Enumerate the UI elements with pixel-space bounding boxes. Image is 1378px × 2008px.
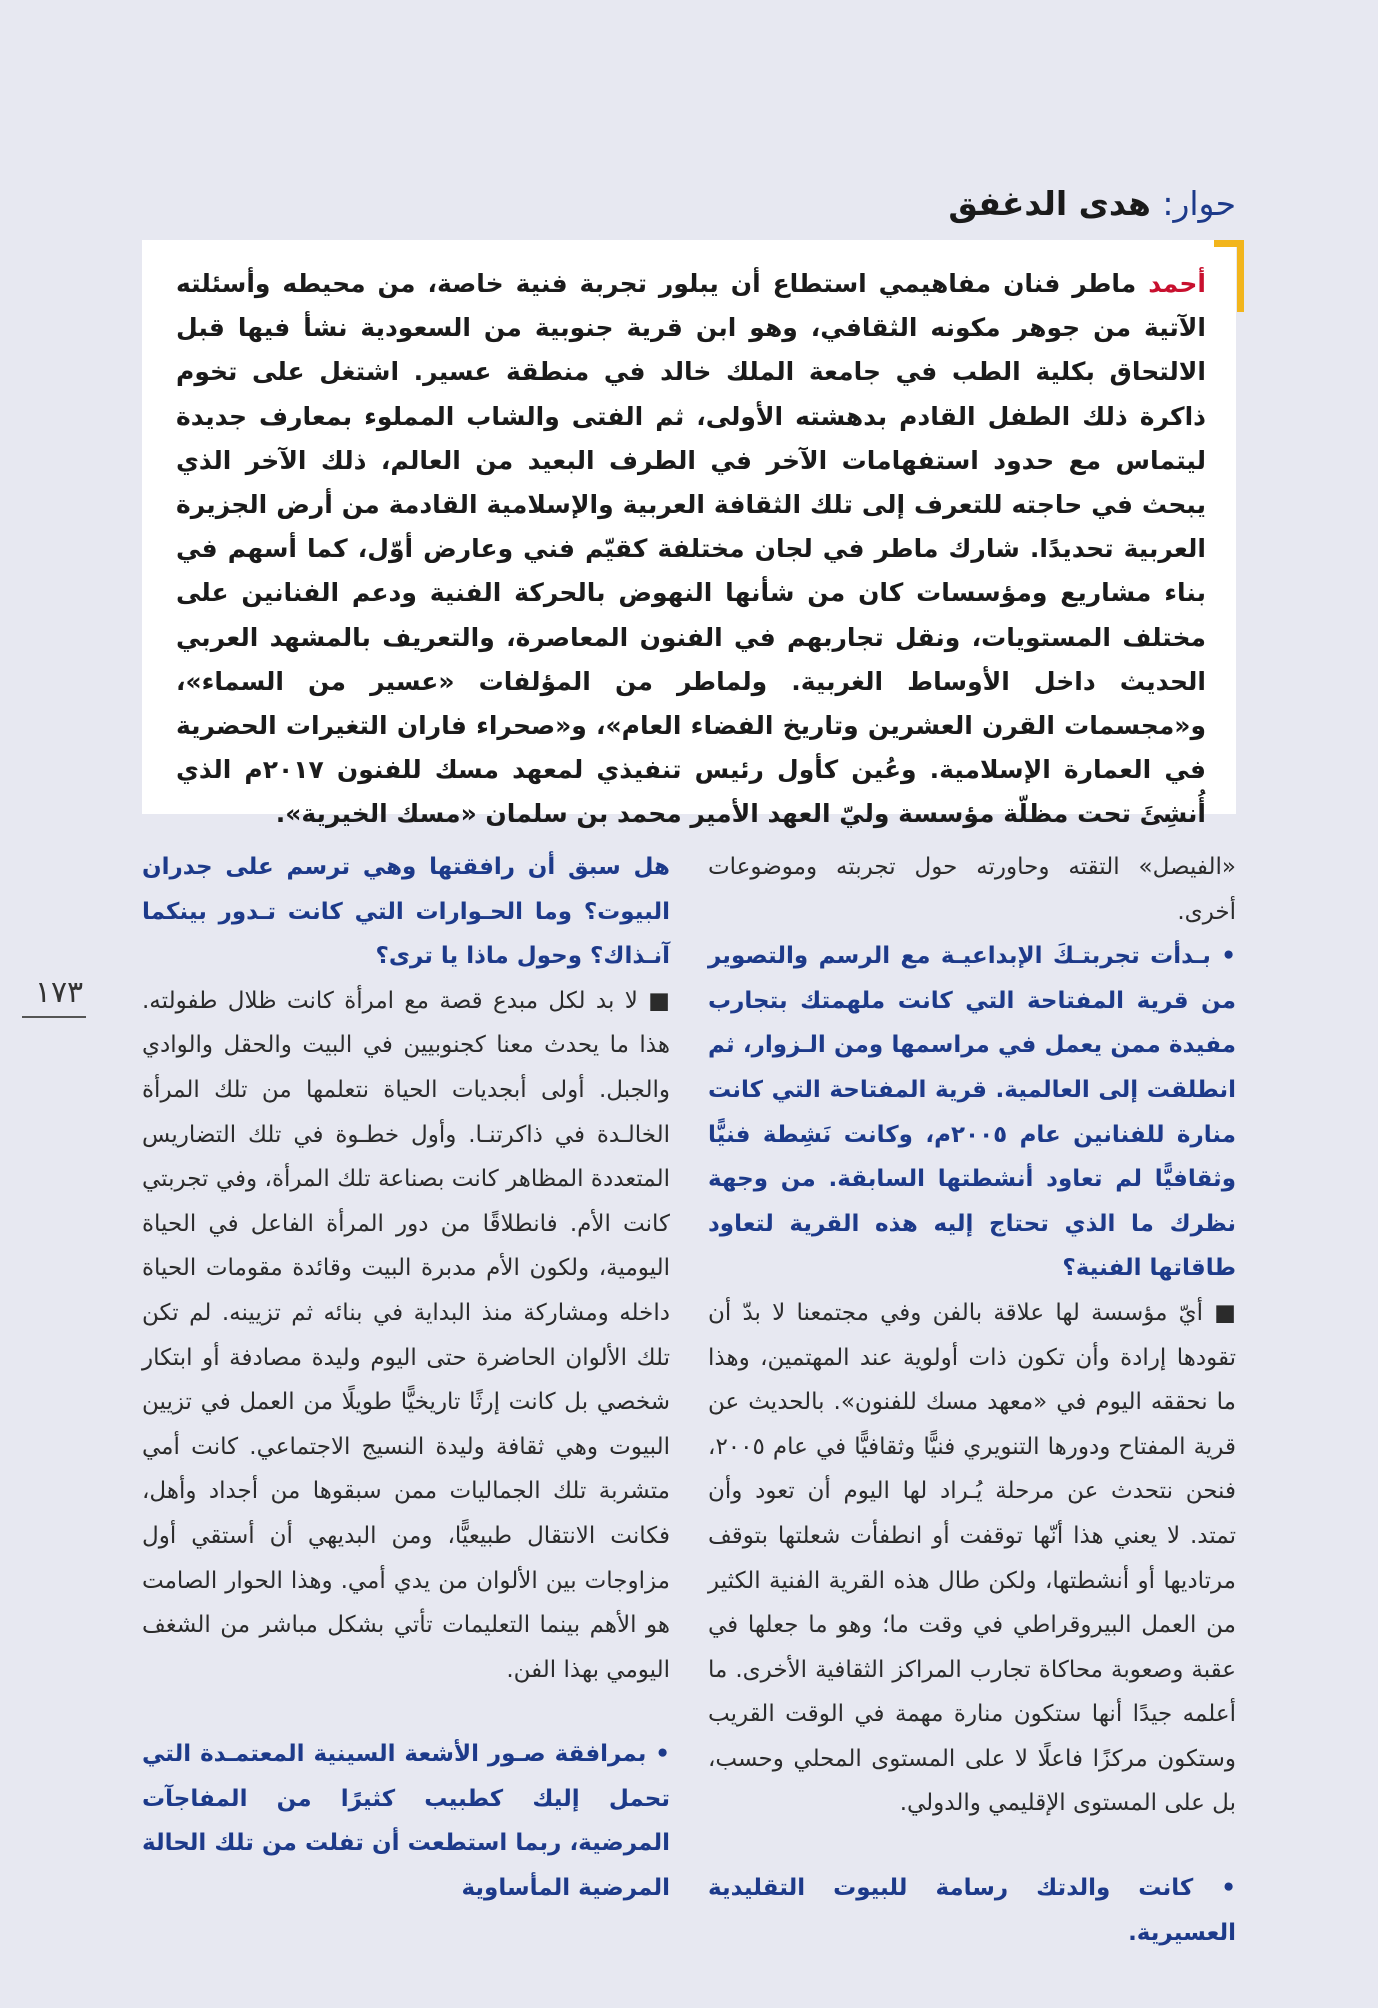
intro-line: «الفيصل» التقته وحاورته حول تجربته وموضوعات أخرى. [708,854,1236,925]
answer-2: ■ لا بد لكل مبدع قصة مع امرأة كانت ظلال طفولته. هذا ما يحدث معنا كجنوبيين في البيت والحقل والوادي والجبل. أولى أبجديات الحياة نتعلمها من تلك المرأة الخالـدة في ذاكرتنـا. وأول خطـوة في تلك التضاريس المتعددة المظاهر كانت بصناعة تلك المرأة، وفي تجربتي كانت الأم. فانطلاقًا من دور المرأة الفاعل في الحياة اليومية، ولكون الأم مدبرة البيت وقائدة مقومات الحياة داخله ومشاركة منذ البداية في بنائه ثم تزيينه. لم تكن تلك الألوان الحاضرة حتى اليوم وليدة مصادفة أو ابتكار شخصي بل كانت إرثًا تاريخيًّا طويلًا من العمل في تزيين البيوت وهي ثقافة وليدة النسيج الاجتماعي. كانت أمي متشربة تلك الجماليات ممن سبقوها من أجداد وأهل، فكانت الانتقال طبيعيًّا، ومن البديهي أن أستقي أول مزاوجات بين الألوان من يدي أمي. وهذا الحوار الصامت هو الأهم بينما التعليمات تأتي بشكل مباشر من الشغف اليومي بهذا الفن. [142,987,670,1683]
page-number-rule [22,1016,86,1018]
answer-1: ■ أيّ مؤسسة لها علاقة بالفن وفي مجتمعنا لا بدّ أن تقودها إرادة وأن تكون ذات أولوية عند المهتمين، وهذا ما نحققه اليوم في «معهد مسك للفنون». بالحديث عن قرية المفتاح ودورها التنويري فنيًّا وثقافيًّا في عام ٢٠٠٥، فنحن نتحدث عن مرحلة يُـراد لها اليوم أن تعود وأن تمتد. لا يعني هذا أنّها توقفت أو انطفأت شعلتها بتوقف مرتاديها أو أنشطتها، ولكن طال هذه القرية الفنية الكثير من العمل البيروقراطي في وقت ما؛ وهو ما جعلها في عقبة وصعوبة محاكاة تجارب المراكز الثقافية الأخرى. ما أعلمه جيدًا أنها ستكون منارة مهمة في الوقت القريب وستكون مركزًا فاعلًا لا على المستوى المحلي وحسب، بل على المستوى الإقليمي والدولي. [708,1299,1236,1817]
question-1: • بـدأت تجربتـكَ الإبداعيـة مع الرسم والتصوير من قرية المفتاحة التي كانت ملهمتك بتجارب مفيدة ممن يعمل في مراسمها ومن الـزوار، ثم انطلقت إلى العالمية. قرية المفتاحة التي كانت منارة للفنانين عام ٢٠٠٥م، وكانت نَشِطة فنيًّا وثقافيًّا لم تعاود أنشطتها السابقة. من وجهة نظرك ما الذي تحتاج إليه هذه القرية لتعاود طاقاتها الفنية؟ [708,943,1237,1282]
right-column [708,845,1236,1955]
author-name: هدى الدغفق [948,184,1151,223]
byline [948,180,1236,228]
spacer [142,1692,670,1732]
question-2-continued: هل سبق أن رافقتها وهي ترسم على جدران البيوت؟ وما الحـوارات التي كانت تـدور بينكما آنـذاك؟ وحول ماذا يا ترى؟ [142,854,670,970]
spacer [708,1826,1236,1866]
left-column [142,845,670,1911]
question-2-start: • كانت والدتك رسامة للبيوت التقليدية العسيرية. [708,1875,1236,1946]
intro-body: ماطر فنان مفاهيمي استطاع أن يبلور تجربة فنية خاصة، من محيطه وأسئلته الآتية من جوهر مكونه الثقافي، وهو ابن قرية جنوبية من السعودية نشأ فيها قبل الالتحاق بكلية الطب في جامعة الملك خالد في منطقة عسير. اشتغل على تخوم ذاكرة ذلك الطفل القادم بدهشته الأولى، ثم الفتى والشاب المملوء بمعارف جديدة ليتماس مع حدود استفهامات الآخر في الطرف البعيد من العالم، ذلك الآخر الذي يبحث في حاجته للتعرف إلى تلك الثقافة العربية والإسلامية القادمة من أرض الجزيرة العربية تحديدًا. شارك ماطر في لجان مختلفة كقيّم فني وعارض أوّل، كما أسهم في بناء مشاريع ومؤسسات كان من شأنها النهوض بالحركة الفنية ودعم الفنانين على مختلف المستويات، ونقل تجاربهم في الفنون المعاصرة، والتعريف بالمشهد العربي الحديث داخل الأوساط الغربية. ولماطر من المؤلفات «عسير من السماء»، و«مجسمات القرن العشرين وتاريخ الفضاء العام»، و«صحراء فاران التغيرات الحضرية في العمارة الإسلامية. وعُين كأول رئيس تنفيذي لمعهد مسك للفنون ٢٠١٧م الذي أُنشِئَ تحت مظلّة مؤسسة وليّ العهد الأمير محمد بن سلمان «مسك الخيرية». [176,269,1206,829]
intro-paragraph [176,262,1206,837]
question-3: • بمرافقة صـور الأشعة السينية المعتمـدة التي تحمل إليك كطبيب كثيرًا من المفاجآت المرضية، ربما استطعت أن تفلت من تلك الحالة المرضية المأساوية [142,1741,670,1902]
byline-label: حوار: [1162,184,1236,223]
intro-lead-word: أحمد [1148,269,1206,298]
accent-corner [1214,240,1244,312]
page-number: ١٧٣ [34,975,84,1010]
